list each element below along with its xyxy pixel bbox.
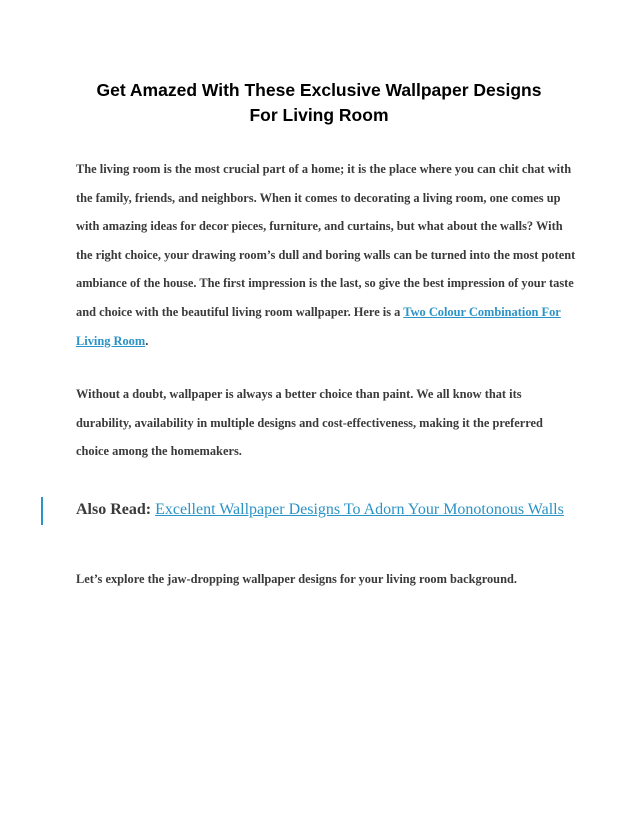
second-paragraph: Without a doubt, wallpaper is always a better choice than paint. We all know that its durability, availability in multiple designs and cost-effectiveness, making it the preferred choice among the homemakers. xyxy=(76,387,543,459)
intro-text: The living room is the most crucial part of a home; it is the place where you can chit chat with the family, friends, and neighbors. When it comes to decorating a living room, one comes up with amazing ideas for decor pieces, furniture, and curtains, but what about the walls? With the right choice, your drawing room’s dull and boring walls can be turned into the most potent ambiance of the house. The first impression is the last, so give the best impression of your taste and choice with the beautiful living room wallpaper. Here is a xyxy=(76,162,576,319)
article-title-line-2: For Living Room xyxy=(249,105,389,125)
intro-paragraph xyxy=(76,155,576,355)
also-read-link[interactable]: Excellent Wallpaper Designs To Adorn Your Monotonous Walls xyxy=(155,501,564,518)
two-colour-combination-link[interactable]: Two Colour Combination For Living Room xyxy=(76,304,561,348)
article-title-line-1: Get Amazed With These Exclusive Wallpaper Designs xyxy=(96,80,542,100)
also-read-block xyxy=(76,498,596,522)
closing-paragraph: Let’s explore the jaw-dropping wallpaper designs for your living room background. xyxy=(76,572,517,586)
article-title xyxy=(60,78,578,128)
intro-after-link: . xyxy=(145,333,149,348)
also-read-accent-bar xyxy=(41,497,43,525)
also-read-label: Also Read: xyxy=(76,501,152,518)
